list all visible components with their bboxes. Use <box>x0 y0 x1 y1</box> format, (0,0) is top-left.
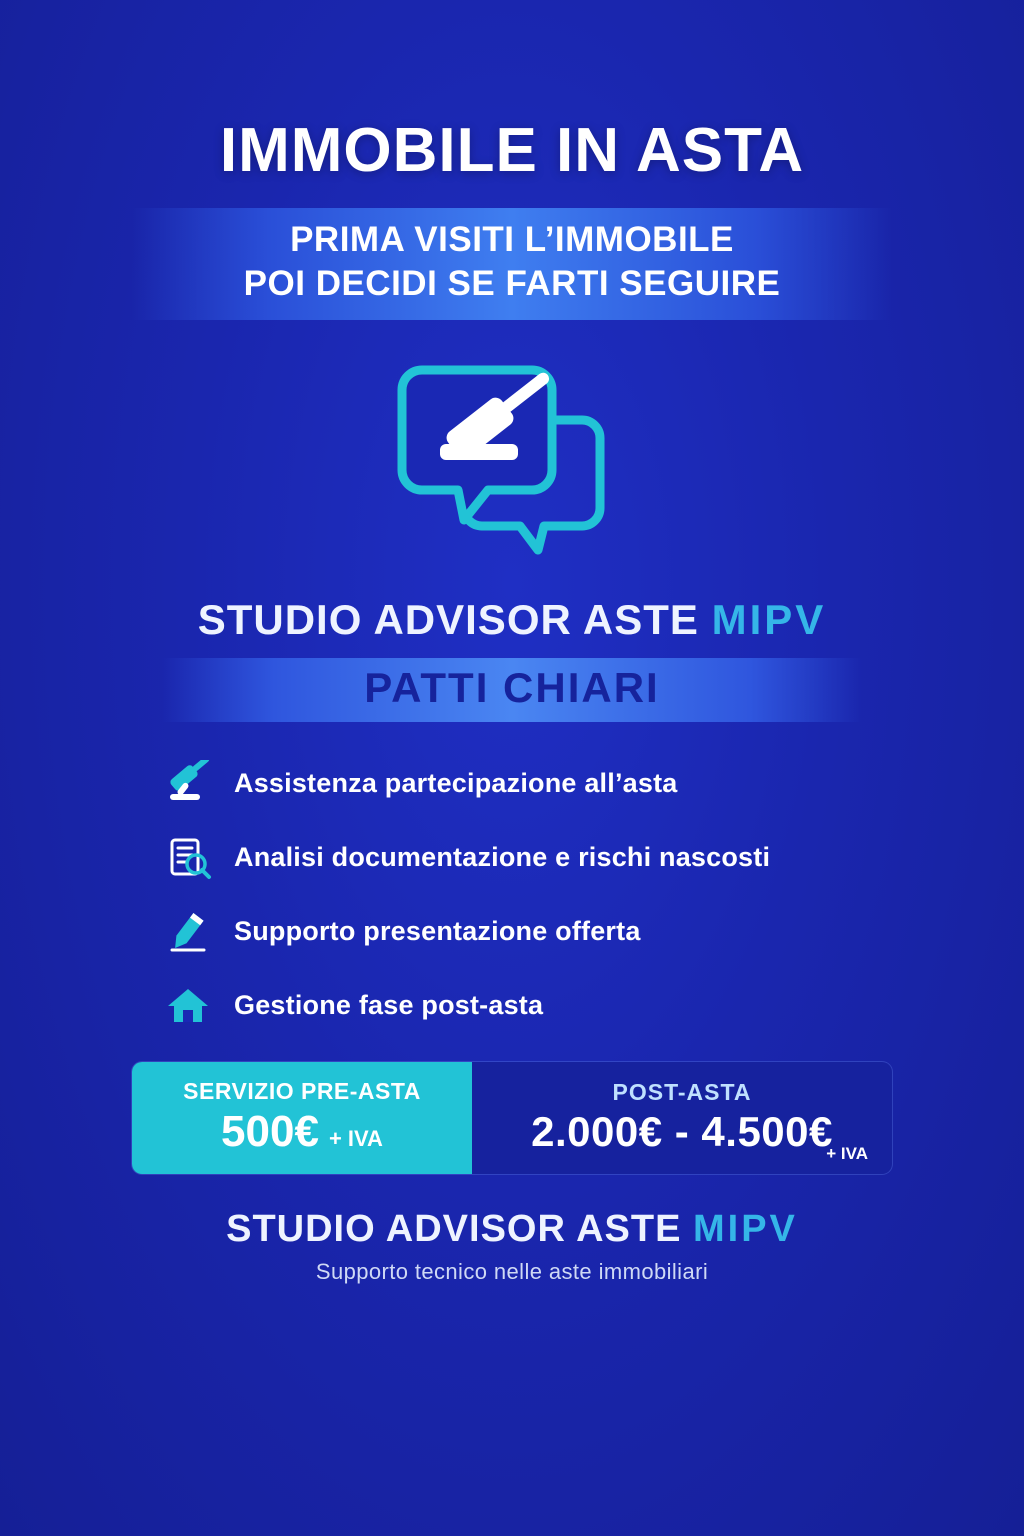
pricing-post-value: 2.000€ - 4.500€ <box>531 1108 833 1155</box>
pricing-pre-value-row <box>221 1107 383 1157</box>
pricing-box <box>132 1062 892 1174</box>
pricing-pre-value: 500€ <box>221 1107 319 1156</box>
house-icon <box>160 978 216 1034</box>
list-item <box>132 904 892 960</box>
feature-label: Gestione fase post-asta <box>234 990 544 1020</box>
feature-label: Supporto presentazione offerta <box>234 916 641 946</box>
footer-brand <box>226 1208 798 1251</box>
pricing-pre-label: SERVIZIO PRE-ASTA <box>183 1078 421 1104</box>
patti-chiari-banner <box>162 658 862 722</box>
feature-label: Assistenza partecipazione all’asta <box>234 768 678 798</box>
patti-chiari-text: PATTI CHIARI <box>364 663 660 711</box>
feature-label: Analisi documentazione e rischi nascosti <box>234 842 771 872</box>
document-search-icon <box>160 830 216 886</box>
list-item <box>132 830 892 886</box>
footer-brand-accent: MIPV <box>692 1207 798 1250</box>
page-title: IMMOBILE IN ASTA <box>219 116 805 185</box>
pricing-post-vat: + IVA <box>826 1143 868 1163</box>
pen-signature-icon <box>160 904 216 960</box>
footer <box>226 1208 798 1285</box>
auction-gavel-chat-bubbles-icon <box>362 340 662 590</box>
pricing-post-label: POST-ASTA <box>612 1079 752 1105</box>
pricing-pre-asta <box>132 1062 472 1174</box>
subtitle-line-2: POI DECIDI SE FARTI SEGUIRE <box>243 263 781 303</box>
pricing-post-asta <box>472 1062 892 1174</box>
feature-list <box>132 756 892 1034</box>
gavel-icon <box>160 756 216 812</box>
footer-brand-main: STUDIO ADVISOR ASTE <box>226 1207 693 1250</box>
list-item <box>132 978 892 1034</box>
brand-title-main: STUDIO ADVISOR ASTE <box>197 595 712 643</box>
list-item <box>132 756 892 812</box>
brand-title <box>198 596 827 644</box>
subtitle-banner <box>132 208 892 320</box>
brand-title-accent: MIPV <box>711 595 827 643</box>
footer-tagline: Supporto tecnico nelle aste immobiliari <box>315 1258 709 1284</box>
pricing-pre-vat: + IVA <box>328 1126 383 1151</box>
subtitle-line-1: PRIMA VISITI L’IMMOBILE <box>290 220 734 259</box>
